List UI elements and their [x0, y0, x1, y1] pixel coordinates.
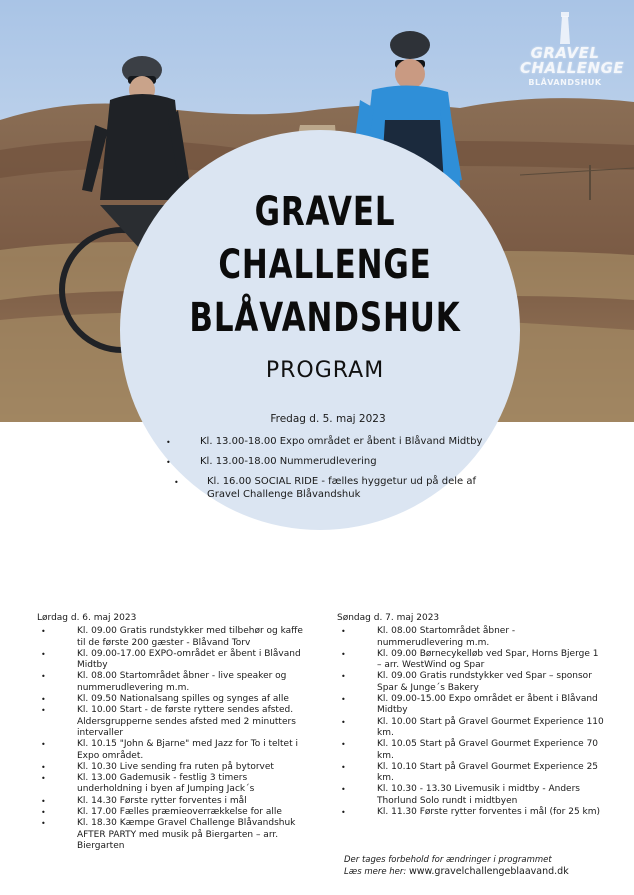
bullet: •: [41, 740, 46, 750]
friday-item-3-cont: Gravel Challenge Blåvandshuk: [207, 489, 361, 500]
sunday-item-line: – arr. WestWind og Spar: [377, 660, 485, 671]
sunday-item: [337, 717, 627, 740]
saturday-item: [37, 818, 327, 852]
saturday-item: [37, 762, 327, 773]
bullet: •: [166, 438, 171, 447]
saturday-item: [37, 807, 327, 818]
sunday-item-line: Midtby: [377, 705, 408, 716]
saturday-item-line: nummerudlevering m.m.: [77, 682, 190, 693]
sunday-item: [337, 649, 627, 672]
sunday-item-line: Kl. 08.00 Startområdet åbner -: [377, 626, 516, 637]
saturday-item-line: Kl. 17.00 Fælles præmieoverrækkelse for alle: [77, 807, 282, 818]
friday-item-3: Kl. 16.00 SOCIAL RIDE - fælles hyggetur ud på dele af: [207, 476, 476, 487]
sunday-heading: Søndag d. 7. maj 2023: [337, 613, 440, 623]
saturday-item-line: Kl. 10.30 Live sending fra ruten på bytorvet: [77, 761, 274, 772]
saturday-item-line: intervaller: [77, 727, 124, 738]
bullet: •: [41, 695, 46, 705]
bullet: •: [341, 695, 346, 705]
footer-note: Der tages forbehold for ændringer i programmet: [344, 855, 552, 865]
footer: [344, 854, 569, 878]
saturday-item-line: Kl. 09.50 Nationalsang spilles og synges af alle: [77, 694, 289, 705]
sunday-item: [337, 807, 627, 818]
sunday-list: [337, 626, 627, 818]
sunday-item-line: Kl. 10.05 Start på Gravel Gourmet Experience 70: [377, 739, 599, 750]
bullet: •: [341, 672, 346, 682]
sunday-item-line: km.: [377, 727, 394, 738]
saturday-item-line: underholdning i byen af Jumping Jack´s: [77, 784, 255, 795]
saturday-column: [37, 613, 327, 852]
friday-heading: Fredag d. 5. maj 2023: [270, 413, 386, 425]
title-line-3: BLÅVANDSHUK: [189, 295, 461, 341]
saturday-item-line: Kl. 08.00 Startområdet åbner - live speaker og: [77, 671, 287, 682]
bullet: •: [341, 740, 346, 750]
friday-item-1: Kl. 13.00-18.00 Expo området er åbent i Blåvand Midtby: [200, 436, 483, 447]
saturday-item-line: Biergarten: [77, 840, 125, 851]
title-line-1: GRAVEL: [254, 189, 396, 235]
bullet: •: [341, 808, 346, 818]
gravel-challenge-logo: [520, 10, 625, 100]
sunday-item: [337, 784, 627, 807]
bullet: •: [341, 785, 346, 795]
sunday-item-line: Kl. 09.00 Børnecykelløb ved Spar, Horns Bjerge 1: [377, 648, 599, 659]
bullet: •: [41, 627, 46, 637]
logo-line-blaavandshuk: BLÅVANDSHUK: [528, 78, 602, 87]
bullet: •: [166, 458, 171, 467]
bullet: •: [41, 706, 46, 716]
sunday-item: [337, 762, 627, 785]
saturday-item-line: Kl. 10.00 Start - de første ryttere sendes afsted.: [77, 705, 294, 716]
sunday-item: [337, 671, 627, 694]
saturday-item: [37, 739, 327, 762]
title-line-2: CHALLENGE: [218, 242, 432, 288]
sunday-item: [337, 626, 627, 649]
lighthouse-icon: [556, 10, 574, 44]
sunday-item-line: Kl. 11.30 Første rytter forventes i mål (for 25 km): [377, 807, 601, 818]
sunday-item-line: Kl. 10.10 Start på Gravel Gourmet Experience 25: [377, 761, 599, 772]
bullet: •: [41, 672, 46, 682]
saturday-item-line: Kl. 18.30 Kæmpe Gravel Challenge Blåvandshuk: [77, 818, 296, 829]
sunday-item-line: Kl. 10.30 - 13.30 Livemusik i midtby - Anders: [377, 784, 580, 795]
sunday-column: [337, 613, 627, 818]
saturday-item-line: Aldersgrupperne sendes afsted med 2 minutters: [77, 716, 296, 727]
bullet: •: [341, 627, 346, 637]
bullet: •: [41, 762, 46, 772]
page-title: [120, 186, 530, 345]
footer-url-link[interactable]: www.gravelchallengeblaavand.dk: [408, 866, 569, 877]
saturday-item: [37, 694, 327, 705]
saturday-item: [37, 671, 327, 694]
saturday-item-line: Kl. 09.00-17.00 EXPO-området er åbent i Blåvand: [77, 648, 301, 659]
saturday-item-line: til de første 200 gæster - Blåvand Torv: [77, 637, 251, 648]
friday-item-2: Kl. 13.00-18.00 Nummerudlevering: [200, 456, 377, 467]
bullet: •: [341, 717, 346, 727]
saturday-item: [37, 773, 327, 796]
logo-line-challenge: CHALLENGE: [520, 59, 625, 77]
sunday-item-line: Spar & Junge´s Bakery: [377, 682, 479, 693]
bullet: •: [341, 762, 346, 772]
saturday-list: [37, 626, 327, 852]
bullet: •: [41, 796, 46, 806]
program-subtitle: PROGRAM: [265, 358, 385, 383]
sunday-item: [337, 739, 627, 762]
footer-lead: Læs mere her:: [344, 867, 407, 877]
saturday-heading: Lørdag d. 6. maj 2023: [37, 613, 137, 623]
sunday-item: [337, 694, 627, 717]
saturday-item: [37, 796, 327, 807]
bullet: •: [341, 649, 346, 659]
saturday-item-line: Midtby: [77, 660, 108, 671]
sunday-item-line: nummerudlevering m.m.: [377, 637, 490, 648]
saturday-item-line: Kl. 13.00 Gademusik - festlig 3 timers: [77, 773, 248, 784]
bullet: •: [174, 478, 179, 487]
sunday-item-line: Kl. 10.00 Start på Gravel Gourmet Experience 110: [377, 716, 604, 727]
saturday-item-line: AFTER PARTY med musik på Biergarten – arr.: [77, 829, 279, 840]
sunday-item-line: km.: [377, 773, 394, 784]
saturday-item: [37, 705, 327, 739]
sunday-item-line: Kl. 09.00-15.00 Expo området er åbent i Blåvand: [377, 694, 598, 705]
bullet: •: [41, 808, 46, 818]
logo-line-gravel: GRAVEL: [530, 44, 600, 62]
sunday-item-line: km.: [377, 750, 394, 761]
saturday-item: [37, 649, 327, 672]
saturday-item-line: Kl. 14.30 Første rytter forventes i mål: [77, 795, 247, 806]
bullet: •: [41, 774, 46, 784]
saturday-item: [37, 626, 327, 649]
saturday-item-line: Kl. 09.00 Gratis rundstykker med tilbehør og kaffe: [77, 626, 303, 637]
saturday-item-line: Expo området.: [77, 750, 144, 761]
sunday-item-line: Kl. 09.00 Gratis rundstykker ved Spar – sponsor: [377, 671, 592, 682]
bullet: •: [41, 819, 46, 829]
sunday-item-line: Thorlund Solo rundt i midtbyen: [377, 795, 518, 806]
bullet: •: [41, 649, 46, 659]
saturday-item-line: Kl. 10.15 "John & Bjarne" med Jazz for To i teltet i: [77, 739, 298, 750]
